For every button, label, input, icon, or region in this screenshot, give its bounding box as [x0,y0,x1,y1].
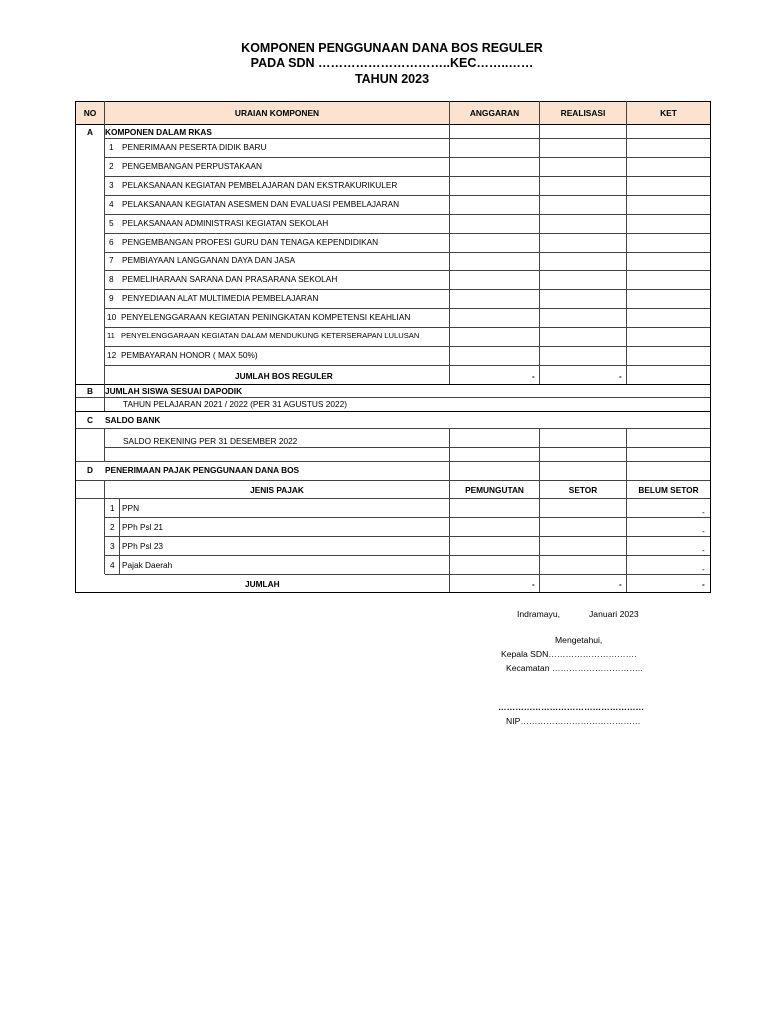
item-no: 5 [109,218,114,228]
tax-no: 4 [110,560,115,570]
tax-total-label: JUMLAH [245,579,280,589]
item-no: 10 [107,312,117,322]
item-no: 9 [109,293,114,303]
item-no: 11 [107,331,115,340]
total-bos-label: JUMLAH BOS REGULER [235,371,333,381]
item-label: PEMBAYARAN HONOR ( MAX 50%) [121,350,258,360]
item-label: PENGEMBANGAN PERPUSTAKAAN [122,161,263,171]
col-header-ket: KET [660,108,677,118]
signature-head: Kepala SDN…………………………. [501,649,637,659]
item-label: PENYELENGGARAAN KEGIATAN PENINGKATAN KOMPETENSI KEAHLIAN [121,312,411,322]
tax-total-belum-setor: - [702,579,705,589]
tax-no: 3 [110,541,115,551]
doc-title-line2: PADA SDN …………………………..KEC……..…… [250,56,534,70]
col-header-uraian: URAIAN KOMPONEN [234,108,320,118]
section-c-detail: SALDO REKENING PER 31 DESEMBER 2022 [123,436,298,446]
doc-title-line3: TAHUN 2023 [354,72,430,86]
tax-belum-setor: - [702,564,705,574]
doc-title-line1: KOMPONEN PENGGUNAAN DANA BOS REGULER [241,41,543,55]
item-no: 1 [109,142,114,152]
signature-acknowledged: Mengetahui, [555,635,603,645]
col-header-no: NO [83,108,97,118]
item-label: PENERIMAAN PESERTA DIDIK BARU [122,142,267,152]
tax-col-belum-setor: BELUM SETOR [638,485,699,495]
item-no: 3 [109,180,114,190]
item-label: PENYEDIAAN ALAT MULTIMEDIA PEMBELAJARAN [122,293,319,303]
item-no: 8 [109,274,114,284]
section-c-code: C [87,415,93,425]
item-label: PENGEMBANGAN PROFESI GURU DAN TENAGA KEPENDIDIKAN [122,237,379,247]
section-a-code: A [87,127,93,137]
item-no: 12 [107,350,117,360]
item-label: PELAKSANAAN KEGIATAN PEMBELAJARAN DAN EKSTRAKURIKULER [122,180,398,190]
tax-total-pemungutan: - [532,579,535,589]
section-b-title: JUMLAH SISWA SESUAI DAPODIK [105,386,243,396]
tax-total-setor: - [619,579,622,589]
item-no: 7 [109,255,114,265]
item-no: 2 [109,161,114,171]
tax-belum-setor: - [702,526,705,536]
tax-no: 2 [110,522,115,532]
col-header-anggaran: ANGGARAN [469,108,520,118]
tax-col-jenis: JENIS PAJAK [250,485,304,495]
signature-date: Januari 2023 [589,609,639,619]
tax-label: PPN [122,503,140,513]
section-b-detail: TAHUN PELAJARAN 2021 / 2022 (PER 31 AGUSTUS 2022) [123,399,347,409]
signature-name-line: …………………………………………… [498,702,645,712]
signature-place: Indramayu, [517,609,560,619]
item-no: 6 [109,237,114,247]
item-label: PENYELENGGARAAN KEGIATAN DALAM MENDUKUNG KETERSERAPAN LULUSAN [121,331,420,340]
section-d-code: D [87,465,93,475]
tax-label: Pajak Daerah [122,560,173,570]
signature-nip: NIP…………………………………… [506,716,641,726]
tax-no: 1 [110,503,115,513]
section-a-title: KOMPONEN DALAM RKAS [105,127,212,137]
total-anggaran: - [532,371,535,381]
item-label: PELAKSANAAN ADMINISTRASI KEGIATAN SEKOLAH [122,218,329,228]
tax-col-pemungutan: PEMUNGUTAN [465,485,524,495]
tax-col-setor: SETOR [568,485,598,495]
section-c-title: SALDO BANK [105,415,161,425]
item-no: 4 [109,199,114,209]
item-label: PELAKSANAAN KEGIATAN ASESMEN DAN EVALUASI PEMBELAJARAN [122,199,400,209]
total-realisasi: - [619,371,622,381]
tax-belum-setor: - [702,507,705,517]
item-label: PEMELIHARAAN SARANA DAN PRASARANA SEKOLAH [122,274,338,284]
tax-label: PPh Psl 23 [122,541,164,551]
tax-belum-setor: - [702,545,705,555]
col-header-realisasi: REALISASI [560,108,606,118]
item-label: PEMBIAYAAN LANGGANAN DAYA DAN JASA [122,255,296,265]
tax-label: PPh Psl 21 [122,522,164,532]
section-b-code: B [87,386,93,396]
signature-district: Kecamatan ………………………….. [506,663,643,673]
section-d-title: PENERIMAAN PAJAK PENGGUNAAN DANA BOS [105,465,300,475]
